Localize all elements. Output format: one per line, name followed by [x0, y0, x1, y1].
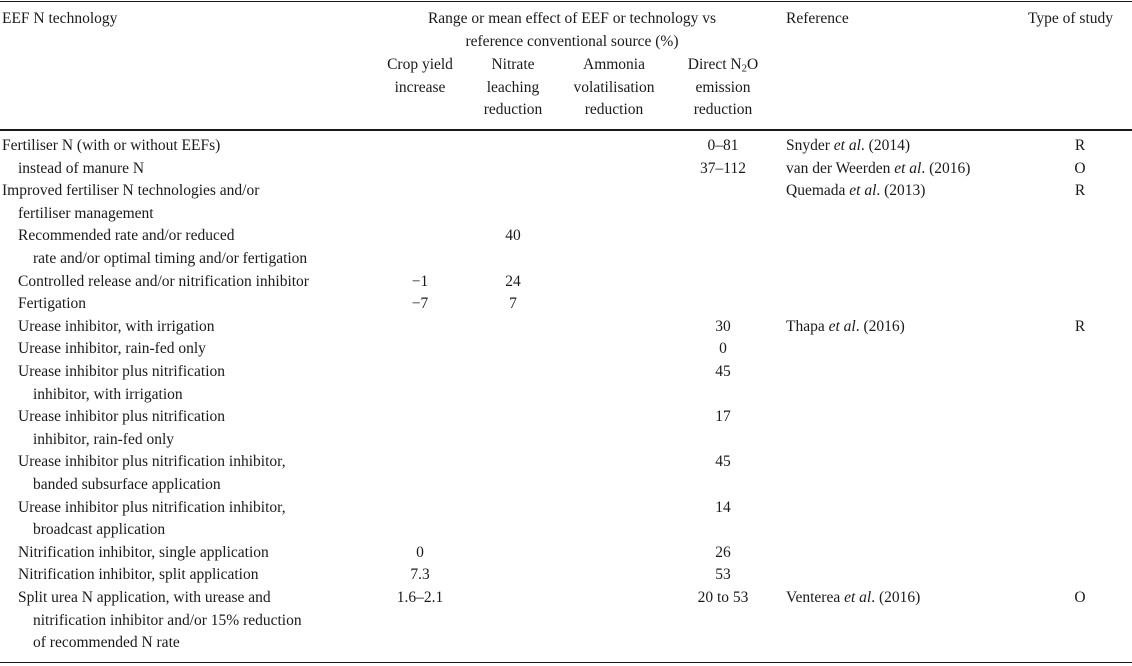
- cell-type-of-study: R: [1074, 137, 1086, 154]
- cell-type-of-study: O: [1074, 589, 1086, 606]
- row-technology-text: Fertiliser N (with or without EEFs): [2, 137, 221, 154]
- header-type-of-study: Type of study: [1028, 10, 1114, 27]
- header-crop-yield: [372, 54, 468, 99]
- header-reference: Reference: [786, 10, 849, 27]
- header-ammonia-line2: volatilisation: [573, 78, 655, 96]
- reference-year: (2014): [864, 137, 910, 154]
- row-technology-text: Improved fertiliser N technologies and/or: [2, 182, 260, 200]
- row-technology-text: Nitrification inhibitor, single application: [18, 543, 269, 561]
- bottom-rule: [0, 662, 1132, 663]
- row-technology-text: Fertigation: [18, 295, 87, 313]
- row-technology-text: banded subsurface application: [33, 476, 221, 493]
- cell-crop-yield: −7: [411, 295, 429, 313]
- cell-reference: Venterea et al. (2016): [786, 589, 921, 606]
- row-technology-text: inhibitor, with irrigation: [33, 385, 183, 403]
- cell-type-of-study: R: [1074, 317, 1086, 335]
- row-technology-text: Controlled release and/or nitrification inhibitor: [18, 272, 309, 290]
- row-technology-text: Urease inhibitor plus nitrification inhibitor,: [18, 453, 286, 471]
- cell-n2o-emission: 30: [715, 317, 731, 335]
- reference-year: (2013): [880, 182, 926, 200]
- header-nitrate-line2: leaching: [486, 78, 540, 96]
- cell-crop-yield: 1.6–2.1: [396, 589, 444, 606]
- row-technology-text: instead of manure N: [18, 159, 145, 177]
- row-technology-text: Urease inhibitor plus nitrification: [18, 408, 226, 426]
- reference-author: Venterea: [786, 589, 845, 606]
- reference-year: (2016): [925, 159, 971, 177]
- top-rule: [0, 1, 1132, 2]
- header-technology: EEF N technology: [2, 10, 118, 27]
- cell-reference: van der Weerden et al. (2016): [786, 159, 971, 177]
- reference-year: (2016): [859, 317, 905, 335]
- row-technology-text: Urease inhibitor, rain-fed only: [18, 340, 206, 358]
- header-n2o-line2: emission: [695, 78, 751, 96]
- cell-n2o-emission: 37–112: [700, 159, 746, 177]
- header-rule: [0, 129, 1132, 131]
- reference-author: Snyder: [786, 137, 834, 154]
- header-ammonia-line1: Ammonia: [583, 56, 645, 73]
- header-crop-yield-line1: Crop yield: [387, 56, 453, 73]
- cell-nitrate-leaching: 7: [509, 295, 517, 313]
- cell-n2o-emission: 45: [715, 363, 731, 380]
- cell-crop-yield: 0: [416, 543, 424, 561]
- header-nitrate: [468, 54, 558, 122]
- row-technology-text: of recommended N rate: [33, 634, 180, 652]
- row-technology-text: Recommended rate and/or reduced: [18, 227, 235, 245]
- header-n2o-line3: reduction: [693, 101, 753, 119]
- header-range-line2: reference conventional source (%): [465, 33, 679, 50]
- cell-crop-yield: −1: [411, 272, 429, 290]
- header-n2o-prefix: Direct N: [687, 56, 742, 73]
- reference-author: Quemada: [786, 182, 850, 200]
- reference-et-al: et al: [894, 159, 922, 177]
- reference-author: van der Weerden: [786, 159, 895, 177]
- header-n2o-line1: [678, 54, 768, 77]
- row-technology-text: Nitrification inhibitor, split application: [18, 566, 259, 584]
- row-technology-text: rate and/or optimal timing and/or fertigation: [33, 250, 308, 267]
- cell-nitrate-leaching: 24: [505, 272, 521, 290]
- row-technology-text: Urease inhibitor, with irrigation: [18, 317, 215, 335]
- cell-n2o-emission: 45: [715, 453, 731, 471]
- cell-reference: Quemada et al. (2013): [786, 182, 926, 200]
- reference-author: Thapa: [786, 317, 829, 335]
- header-n2o-subscript: 2: [741, 62, 747, 75]
- cell-nitrate-leaching: 40: [505, 227, 521, 245]
- cell-n2o-emission: 0: [719, 340, 727, 358]
- header-ammonia: [558, 54, 670, 122]
- cell-type-of-study: O: [1074, 159, 1086, 177]
- row-technology-text: Split urea N application, with urease and: [18, 589, 271, 606]
- cell-crop-yield: 7.3: [410, 566, 430, 584]
- reference-et-al: et al: [844, 589, 872, 606]
- header-crop-yield-line2: increase: [394, 78, 446, 96]
- cell-reference: Thapa et al. (2016): [786, 317, 905, 335]
- row-technology-text: broadcast application: [33, 521, 166, 539]
- header-n2o: [678, 54, 768, 122]
- row-technology-text: nitrification inhibitor and/or 15% reduction: [33, 611, 302, 629]
- header-range-line1: Range or mean effect of EEF or technology vs: [427, 10, 717, 27]
- reference-et-al: et al: [833, 137, 861, 154]
- header-nitrate-line3: reduction: [483, 101, 543, 119]
- row-technology-text: Urease inhibitor plus nitrification inhibitor,: [18, 498, 286, 516]
- cell-n2o-emission: 26: [715, 543, 731, 561]
- cell-n2o-emission: 53: [715, 566, 731, 584]
- header-nitrate-line1: Nitrate: [491, 56, 535, 73]
- cell-type-of-study: R: [1074, 182, 1086, 200]
- header-ammonia-line3: reduction: [584, 101, 644, 119]
- reference-et-al: et al: [828, 317, 856, 335]
- row-technology-text: fertiliser management: [18, 204, 154, 222]
- row-technology-text: Urease inhibitor plus nitrification: [18, 363, 226, 380]
- header-n2o-suffix: O: [747, 56, 759, 73]
- row-technology-text: inhibitor, rain-fed only: [33, 430, 174, 448]
- reference-year: (2016): [875, 589, 921, 606]
- cell-n2o-emission: 20 to 53: [697, 589, 749, 606]
- cell-reference: Snyder et al. (2014): [786, 137, 910, 154]
- cell-n2o-emission: 17: [715, 408, 731, 426]
- reference-et-al: et al: [849, 182, 877, 200]
- cell-n2o-emission: 14: [715, 498, 731, 516]
- cell-n2o-emission: 0–81: [707, 137, 739, 154]
